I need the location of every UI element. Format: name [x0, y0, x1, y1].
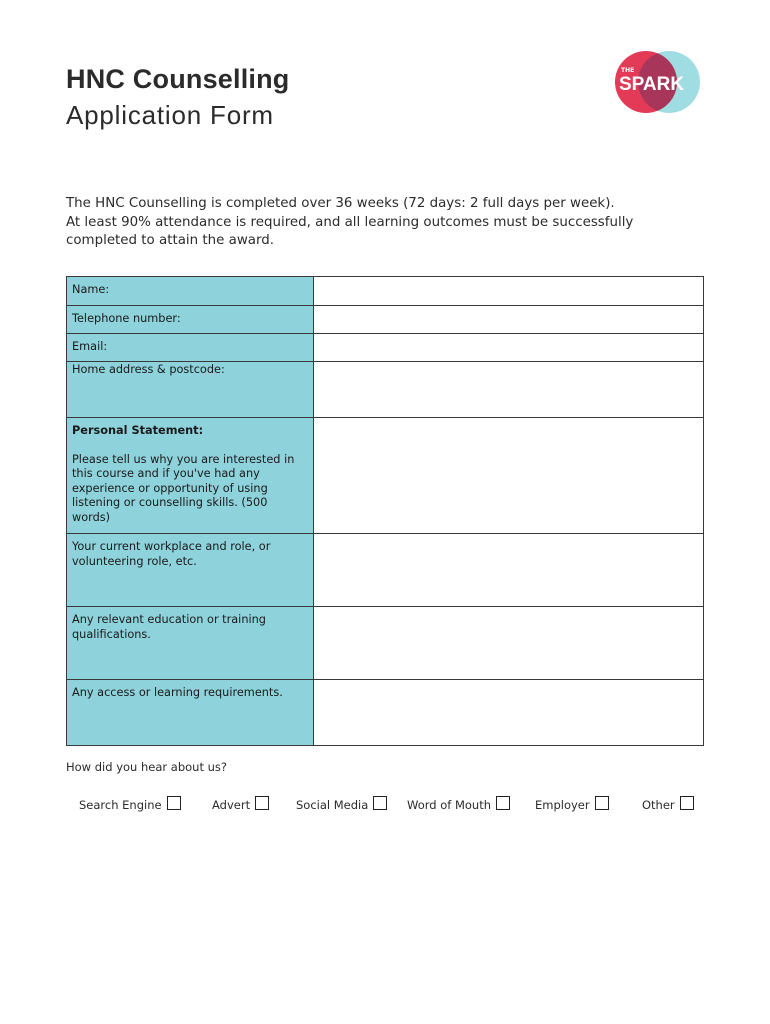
option-word-of-mouth — [407, 796, 510, 812]
option-label: Search Engine — [79, 798, 162, 812]
option-label: Other — [642, 798, 675, 812]
logo-big-text: SPARK — [619, 74, 685, 95]
form-title: HNC Counselling — [66, 64, 290, 94]
spark-logo — [612, 50, 704, 116]
email-label: Email: — [67, 334, 314, 362]
access-field[interactable] — [314, 680, 704, 746]
row-name — [67, 277, 704, 306]
option-social-media — [296, 796, 387, 812]
row-address — [67, 362, 704, 418]
education-field[interactable] — [314, 607, 704, 680]
social-media-checkbox[interactable] — [373, 796, 387, 810]
statement-label — [67, 418, 314, 534]
option-label: Social Media — [296, 798, 369, 812]
intro-text — [66, 195, 706, 251]
option-label: Employer — [535, 798, 590, 812]
application-table — [66, 276, 704, 746]
row-email — [67, 334, 704, 362]
option-label: Advert — [212, 798, 251, 812]
option-employer — [535, 796, 609, 812]
form-subtitle: Application Form — [66, 100, 274, 130]
row-workplace — [67, 534, 704, 607]
name-label: Name: — [67, 277, 314, 306]
advert-checkbox[interactable] — [255, 796, 269, 810]
other-checkbox[interactable] — [680, 796, 694, 810]
workplace-field[interactable] — [314, 534, 704, 607]
intro-line-1: The HNC Counselling is completed over 36 weeks (72 days: 2 full days per week). — [66, 196, 615, 211]
workplace-label: Your current workplace and role, or volunteering role, etc. — [67, 534, 314, 607]
address-label: Home address & postcode: — [67, 362, 314, 418]
statement-heading: Personal Statement: — [72, 424, 204, 437]
statement-instructions: Please tell us why you are interested in this course and if you've had any experience or opportunity of using listening or counselling skills. (500 words) — [72, 452, 295, 524]
phone-label: Telephone number: — [67, 306, 314, 334]
education-label: Any relevant education or training qualifications. — [67, 607, 314, 680]
option-other — [642, 796, 694, 812]
word-of-mouth-checkbox[interactable] — [496, 796, 510, 810]
phone-field[interactable] — [314, 306, 704, 334]
address-field[interactable] — [314, 362, 704, 418]
option-label: Word of Mouth — [407, 798, 491, 812]
logo-small-text: THE — [621, 67, 635, 74]
row-education — [67, 607, 704, 680]
option-search-engine — [79, 796, 181, 812]
search-engine-checkbox[interactable] — [167, 796, 181, 810]
hear-question: How did you hear about us? — [66, 760, 227, 774]
statement-field[interactable] — [314, 418, 704, 534]
access-label: Any access or learning requirements. — [67, 680, 314, 746]
intro-line-2: At least 90% attendance is required, and all learning outcomes must be successfully completed to attain the award. — [66, 214, 634, 248]
row-access — [67, 680, 704, 746]
name-field[interactable] — [314, 277, 704, 306]
row-phone — [67, 306, 704, 334]
option-advert — [212, 796, 269, 812]
row-statement — [67, 418, 704, 534]
employer-checkbox[interactable] — [595, 796, 609, 810]
email-field[interactable] — [314, 334, 704, 362]
